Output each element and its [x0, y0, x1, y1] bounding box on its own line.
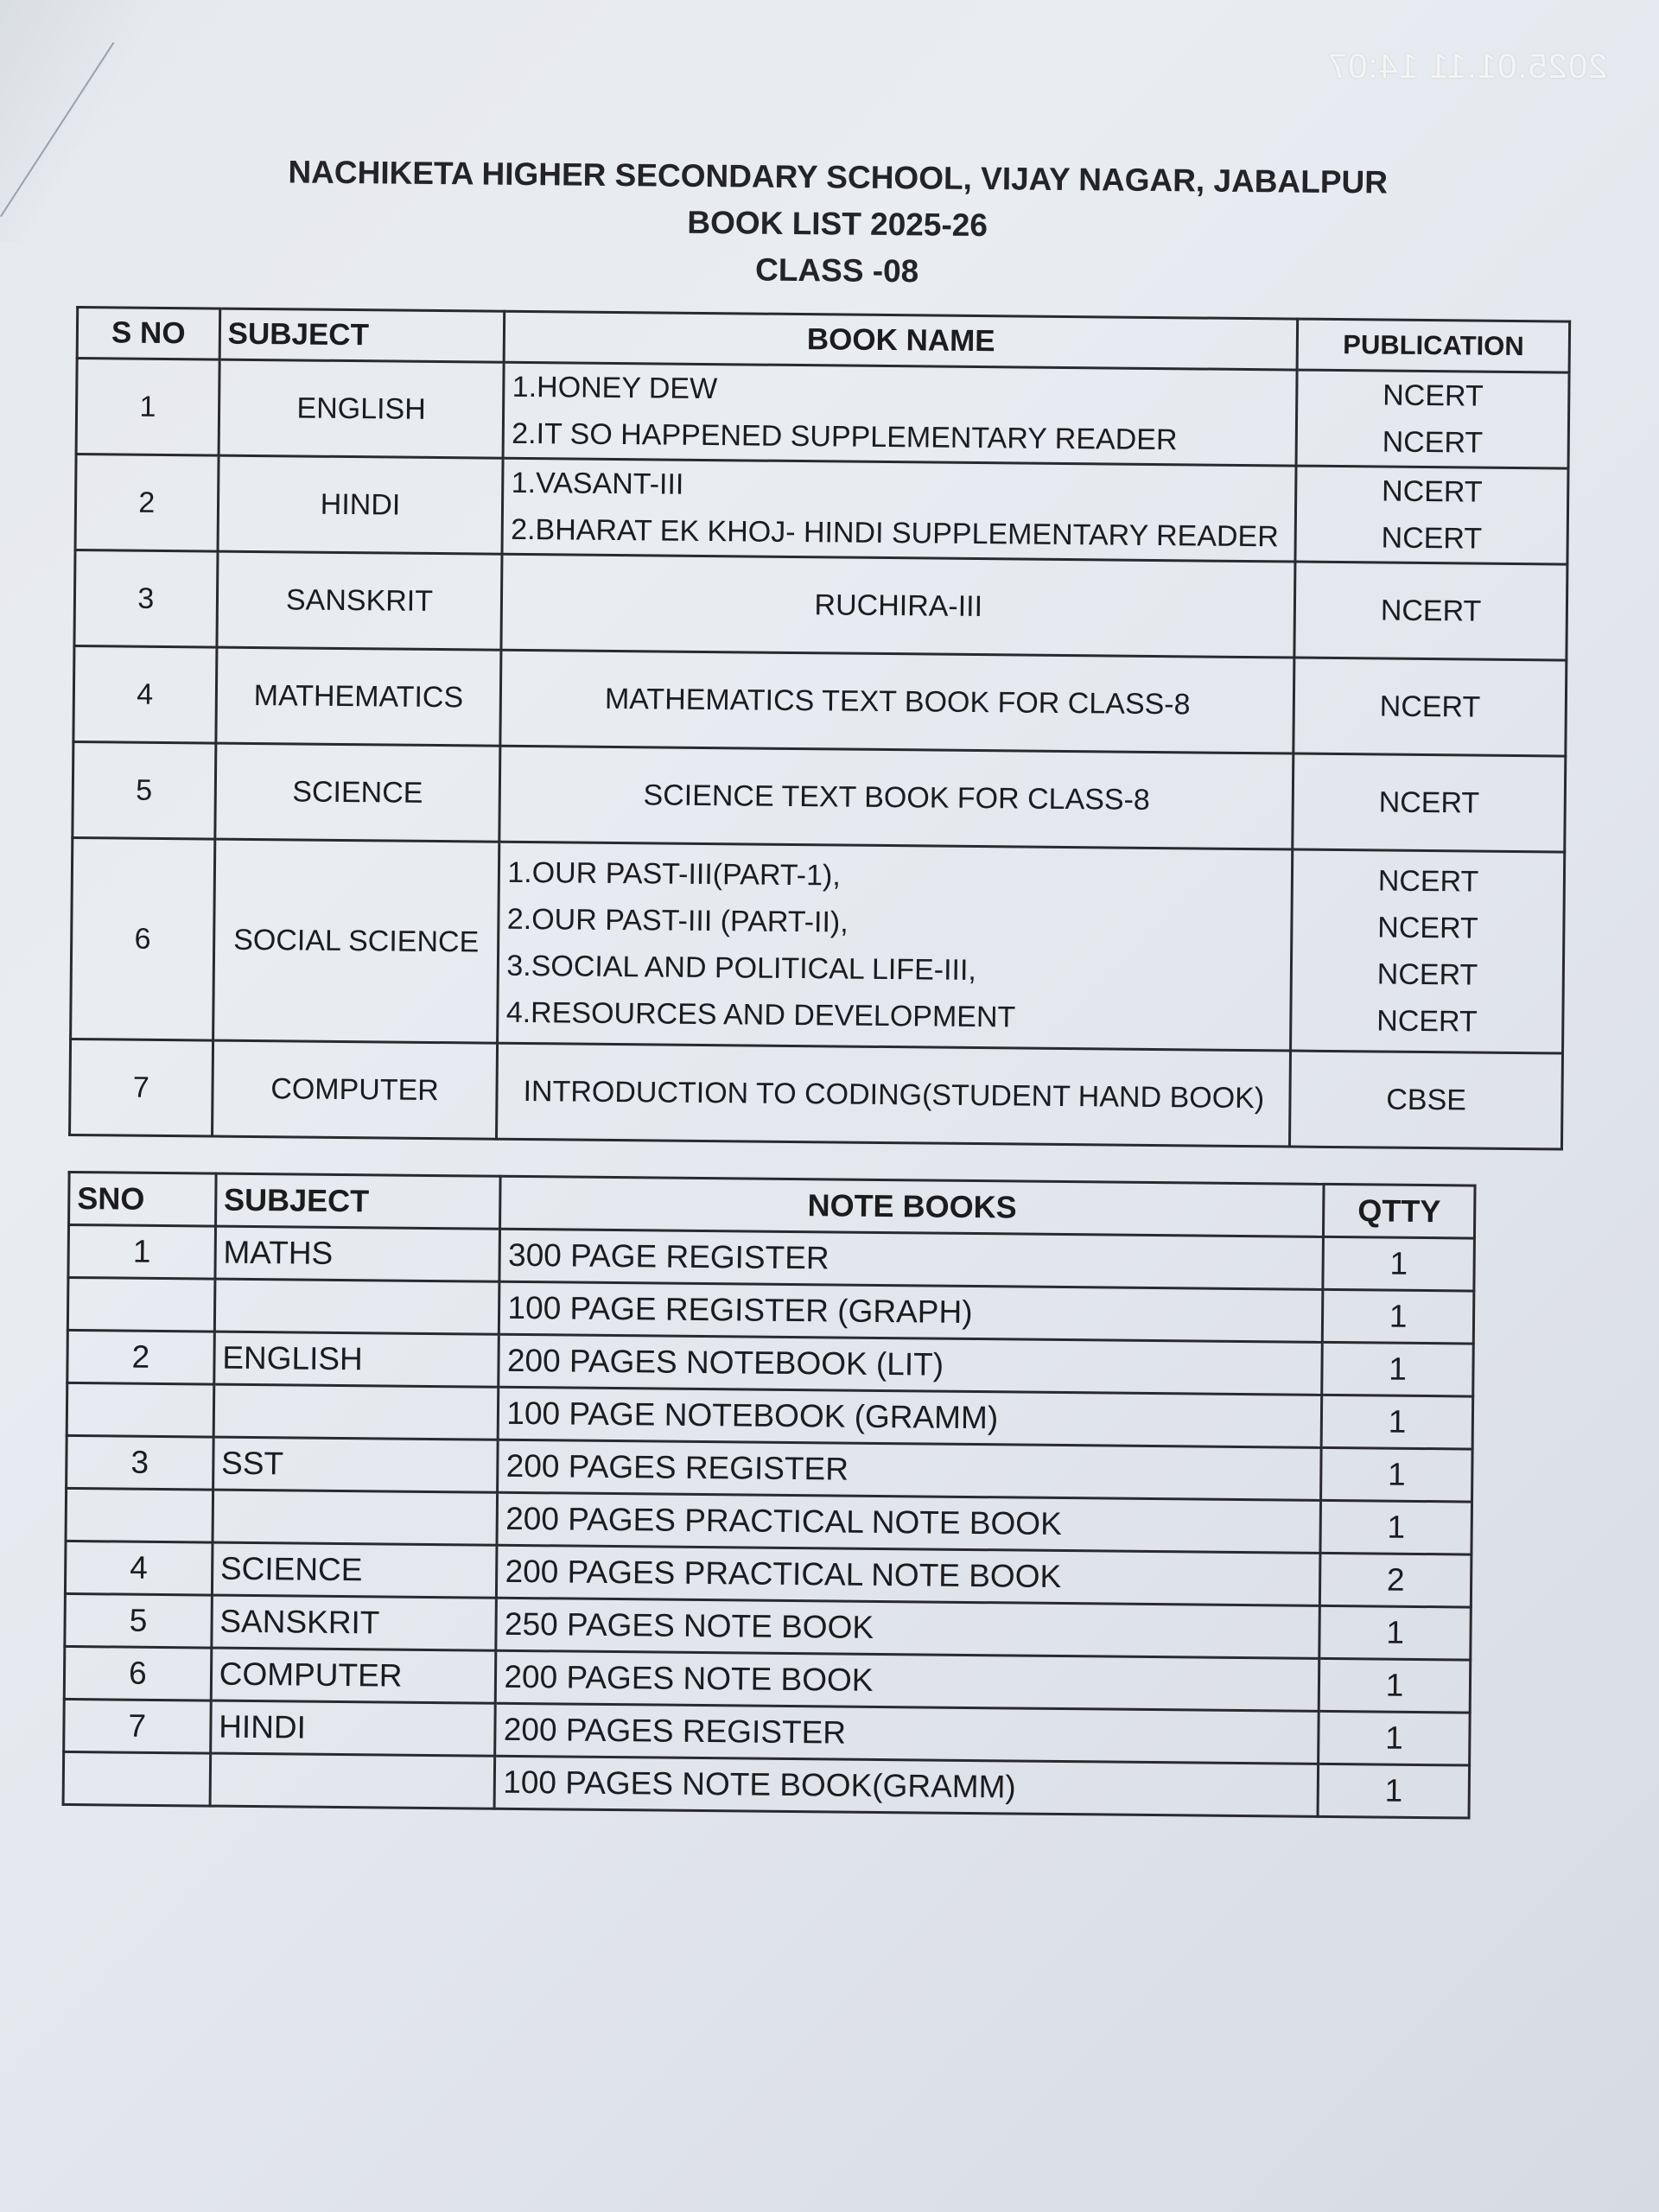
notebook-header-notebooks: NOTE BOOKS [500, 1176, 1324, 1236]
book-title: INTRODUCTION TO CODING(STUDENT HAND BOOK) [523, 1074, 1265, 1115]
book-row-sno: 5 [73, 741, 216, 839]
book-row [70, 1039, 1563, 1149]
book-row-subject: ENGLISH [219, 359, 505, 458]
notebook-row-qty: 1 [1323, 1236, 1474, 1291]
book-row-subject: SANSKRIT [217, 551, 503, 650]
notebook-row-subject: SCIENCE [212, 1542, 497, 1598]
notebook-row-qty: 2 [1320, 1553, 1471, 1607]
book-row-publications [1294, 562, 1567, 660]
school-name: NACHIKETA HIGHER SECONDARY SCHOOL, VIJAY NAGAR, JABALPUR [288, 154, 1389, 200]
notebook-row-qty: 1 [1319, 1605, 1471, 1660]
book-title: MATHEMATICS TEXT BOOK FOR CLASS-8 [604, 682, 1191, 721]
notebook-table [62, 1171, 1477, 1820]
book-title: 2.IT SO HAPPENED SUPPLEMENTARY READER [512, 416, 1178, 457]
publication-name: NCERT [1377, 911, 1478, 945]
notebook-row-name: 100 PAGE REGISTER (GRAPH) [499, 1281, 1323, 1342]
book-row-books [499, 746, 1294, 849]
book-row [73, 645, 1567, 756]
class-title: CLASS -08 [754, 251, 919, 289]
notebook-row-subject [213, 1490, 498, 1545]
notebook-row-name: 200 PAGES REGISTER [495, 1703, 1319, 1764]
notebook-row-subject: SANSKRIT [212, 1595, 497, 1650]
publication-name: NCERT [1382, 425, 1484, 460]
book-title: 4.RESOURCES AND DEVELOPMENT [505, 995, 1016, 1034]
notebook-row-sno [67, 1277, 214, 1332]
book-row-books [498, 842, 1293, 1051]
notebook-row-qty: 1 [1320, 1500, 1471, 1554]
notebook-row-sno [63, 1751, 210, 1806]
header-subject: SUBJECT [219, 308, 505, 362]
notebook-row-sno [67, 1382, 213, 1437]
notebook-row-qty: 1 [1322, 1342, 1473, 1396]
book-title: 1.HONEY DEW [512, 370, 718, 406]
publication-name: NCERT [1378, 785, 1480, 820]
notebook-row-sno: 1 [68, 1224, 215, 1279]
publication-name: NCERT [1382, 378, 1484, 413]
notebook-row-sno: 7 [64, 1699, 211, 1753]
notebook-row-subject: COMPUTER [211, 1648, 496, 1703]
notebook-row-qty: 1 [1321, 1395, 1472, 1449]
book-row-publications [1294, 658, 1567, 756]
notebook-row-qty: 1 [1322, 1289, 1473, 1344]
notebook-header-qty: QTTY [1324, 1184, 1475, 1238]
book-row-publications [1291, 849, 1565, 1053]
book-title: 1.OUR PAST-III(PART-1), [507, 855, 841, 893]
notebook-row-subject: HINDI [210, 1700, 495, 1756]
notebook-row-sno: 5 [65, 1593, 212, 1648]
notebook-row-sno: 3 [67, 1435, 213, 1490]
notebook-row-name: 200 PAGES REGISTER [498, 1440, 1321, 1500]
book-row-sno: 4 [73, 645, 217, 743]
book-row-sno: 2 [75, 454, 219, 551]
publication-name: NCERT [1377, 864, 1479, 899]
notebook-row-name: 200 PAGES NOTEBOOK (LIT) [499, 1334, 1322, 1395]
publication-name: NCERT [1381, 521, 1483, 556]
publication-name: NCERT [1380, 593, 1482, 628]
book-row [76, 359, 1569, 469]
book-table-body [70, 359, 1570, 1150]
notebook-row-name: 200 PAGES PRACTICAL NOTE BOOK [497, 1545, 1320, 1605]
notebook-table-body [63, 1224, 1474, 1818]
header-publication: PUBLICATION [1297, 319, 1569, 372]
book-row-publications [1293, 753, 1566, 852]
notebook-row-subject: ENGLISH [214, 1332, 499, 1387]
book-list-sheet [62, 147, 1599, 1821]
book-row [75, 454, 1568, 564]
book-title: RUCHIRA-III [814, 588, 983, 623]
publication-name: NCERT [1379, 689, 1481, 724]
book-row-subject: MATHEMATICS [216, 647, 502, 746]
book-row-subject: SOCIAL SCIENCE [213, 839, 499, 1043]
book-row-books [497, 1043, 1291, 1147]
notebook-row-qty: 1 [1318, 1764, 1469, 1818]
book-title: 2.OUR PAST-III (PART-II), [506, 902, 849, 939]
notebook-header-subject: SUBJECT [215, 1173, 500, 1229]
notebook-row-sno: 4 [65, 1541, 212, 1595]
book-row-sno: 7 [70, 1039, 213, 1136]
notebook-row-subject: MATHS [215, 1226, 500, 1281]
document-header [76, 147, 1598, 302]
book-row [73, 741, 1566, 852]
book-title: SCIENCE TEXT BOOK FOR CLASS-8 [643, 778, 1151, 817]
book-row-books [501, 554, 1295, 658]
notebook-row-name: 200 PAGES PRACTICAL NOTE BOOK [497, 1492, 1320, 1553]
book-row-sno: 1 [76, 359, 219, 456]
publication-name: NCERT [1381, 474, 1483, 509]
book-row-publications [1295, 466, 1568, 564]
photo-timestamp: 2025.01.11 14:07 [1326, 48, 1607, 86]
notebook-row-subject [214, 1279, 499, 1334]
notebook-row-name: 300 PAGE REGISTER [499, 1229, 1323, 1289]
notebook-row-name: 200 PAGES NOTE BOOK [496, 1650, 1319, 1711]
notebook-row-name: 100 PAGES NOTE BOOK(GRAMM) [494, 1756, 1318, 1816]
notebook-row-subject: SST [213, 1437, 498, 1492]
book-title: 3.SOCIAL AND POLITICAL LIFE-III, [506, 949, 977, 988]
book-title: 2.BHARAT EK KHOJ- HINDI SUPPLEMENTARY READER [510, 512, 1279, 554]
book-row-sno: 6 [71, 837, 215, 1040]
notebook-row-sno [66, 1488, 213, 1542]
notebook-row-subject [210, 1753, 495, 1808]
publication-name: NCERT [1376, 957, 1478, 992]
book-row-subject: SCIENCE [214, 743, 500, 842]
book-row-subject: HINDI [218, 455, 504, 554]
notebook-row-name: 100 PAGE NOTEBOOK (GRAMM) [499, 1387, 1322, 1447]
book-row-books [500, 650, 1294, 753]
notebook-row-sno: 6 [64, 1646, 211, 1700]
publication-name: CBSE [1386, 1083, 1467, 1116]
book-row-sno: 3 [74, 550, 218, 647]
book-row-books [502, 458, 1296, 562]
notebook-row-qty: 1 [1319, 1711, 1470, 1765]
header-sno: S NO [77, 308, 219, 360]
book-row [74, 550, 1567, 660]
book-row-books [503, 362, 1297, 466]
list-title: BOOK LIST 2025-26 [687, 204, 988, 244]
book-row [71, 837, 1565, 1053]
book-row-publications [1296, 370, 1569, 468]
notebook-row-qty: 1 [1319, 1658, 1470, 1713]
book-row-publications [1290, 1051, 1563, 1149]
notebook-row-name: 250 PAGES NOTE BOOK [496, 1598, 1319, 1658]
notebook-header-sno: SNO [69, 1172, 216, 1226]
notebook-row-sno: 2 [67, 1330, 214, 1384]
book-list-table [68, 306, 1571, 1151]
notebook-row-qty: 1 [1321, 1447, 1472, 1502]
publication-name: NCERT [1376, 1004, 1478, 1039]
book-title: 1.VASANT-III [511, 466, 684, 501]
notebook-row-subject [213, 1384, 499, 1440]
header-book-name: BOOK NAME [505, 311, 1298, 370]
book-row-subject: COMPUTER [212, 1040, 498, 1139]
